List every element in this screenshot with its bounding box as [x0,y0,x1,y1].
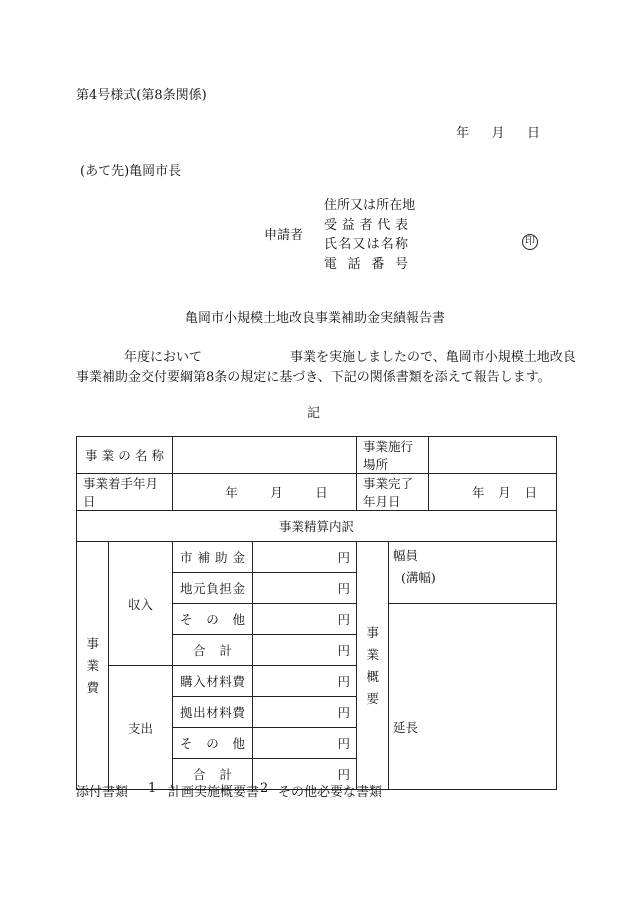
income-other-amount[interactable]: 円 [253,604,357,635]
table-row [77,511,557,542]
income-other-label: そ の 他 [173,604,253,635]
project-location-label: 事業施行場所 [357,437,429,474]
spend-other-amount[interactable]: 円 [253,728,357,759]
attachment-1: 計画実施概要書 [168,785,260,800]
spend-purchase-label: 購 入 材 料 費 [173,666,253,697]
document-title: 亀岡市小規模土地改良事業補助金実績報告書 [184,311,445,326]
applicant-address-label: 住 所 又 は 所 在 地 [324,198,416,213]
report-table [76,436,557,790]
applicant-name-label: 氏 名 又 は 名 称 [324,237,408,252]
body-line1: 事業を実施しましたので、亀岡市小規模土地改良 [290,350,576,365]
table-row [77,474,557,511]
ditch-width-label: (溝幅) [401,570,436,585]
project-name-label: 事 業 の 名 称 [77,437,173,474]
addressee: (あて先)亀岡市長 [80,164,182,179]
spend-label: 支出 [109,666,173,790]
summary-label: 事 業 概 要 [357,542,389,790]
ki-heading: 記 [307,406,321,421]
income-local-share-label: 地 元 負 担 金 [173,573,253,604]
spend-total-label: 合 計 [173,759,253,790]
applicant-phone-label: 電 話 番 号 [324,257,408,272]
table-row [77,542,557,573]
form-number: 第4号様式(第8条関係) [76,88,207,103]
length-label: 延長 [393,719,419,735]
spend-contributed-amount[interactable]: 円 [253,697,357,728]
spend-other-label: そ の 他 [173,728,253,759]
width-label: 幅員 [393,548,419,563]
table-row [77,437,557,474]
body-line2: 事業補助金交付要綱第8条の規定に基づき、下記の関係書類を添えて報告します。 [76,370,551,385]
attachment-2: その他必要な書類 [278,785,383,800]
breakdown-header: 事業精算内訳 [77,511,557,542]
income-total-label: 合 計 [173,635,253,666]
length-field[interactable] [389,604,557,790]
attachment-2-number: 2 [260,781,269,796]
income-city-subsidy-amount[interactable]: 円 [253,542,357,573]
project-name-field[interactable] [173,437,357,474]
start-date-field[interactable]: 年 月 日 [173,474,357,511]
seal-icon: 印 [522,234,538,250]
spend-contributed-label: 拠 出 材 料 費 [173,697,253,728]
income-city-subsidy-label: 市 補 助 金 [173,542,253,573]
applicant-label: 申請者 [264,228,304,243]
spend-total-amount[interactable]: 円 [253,759,357,790]
width-field[interactable] [389,542,557,604]
body-fiscal-year: 年度において [124,350,203,365]
income-local-share-amount[interactable]: 円 [253,573,357,604]
attachment-1-number: 1 [148,781,157,796]
income-label: 収入 [109,542,173,666]
spend-purchase-amount[interactable]: 円 [253,666,357,697]
income-total-amount[interactable]: 円 [253,635,357,666]
project-location-field[interactable] [429,437,557,474]
applicant-beneficiary-label: 受 益 者 代 表 [324,218,408,233]
date-line: 年 月 日 [456,126,540,141]
start-date-label: 事業着手年月日 [77,474,173,511]
expense-label: 事 業 費 [77,542,109,790]
attachments-label: 添付書類 [76,785,129,800]
end-date-field[interactable]: 年 月 日 [429,474,557,511]
end-date-label: 事業完了年月日 [357,474,429,511]
